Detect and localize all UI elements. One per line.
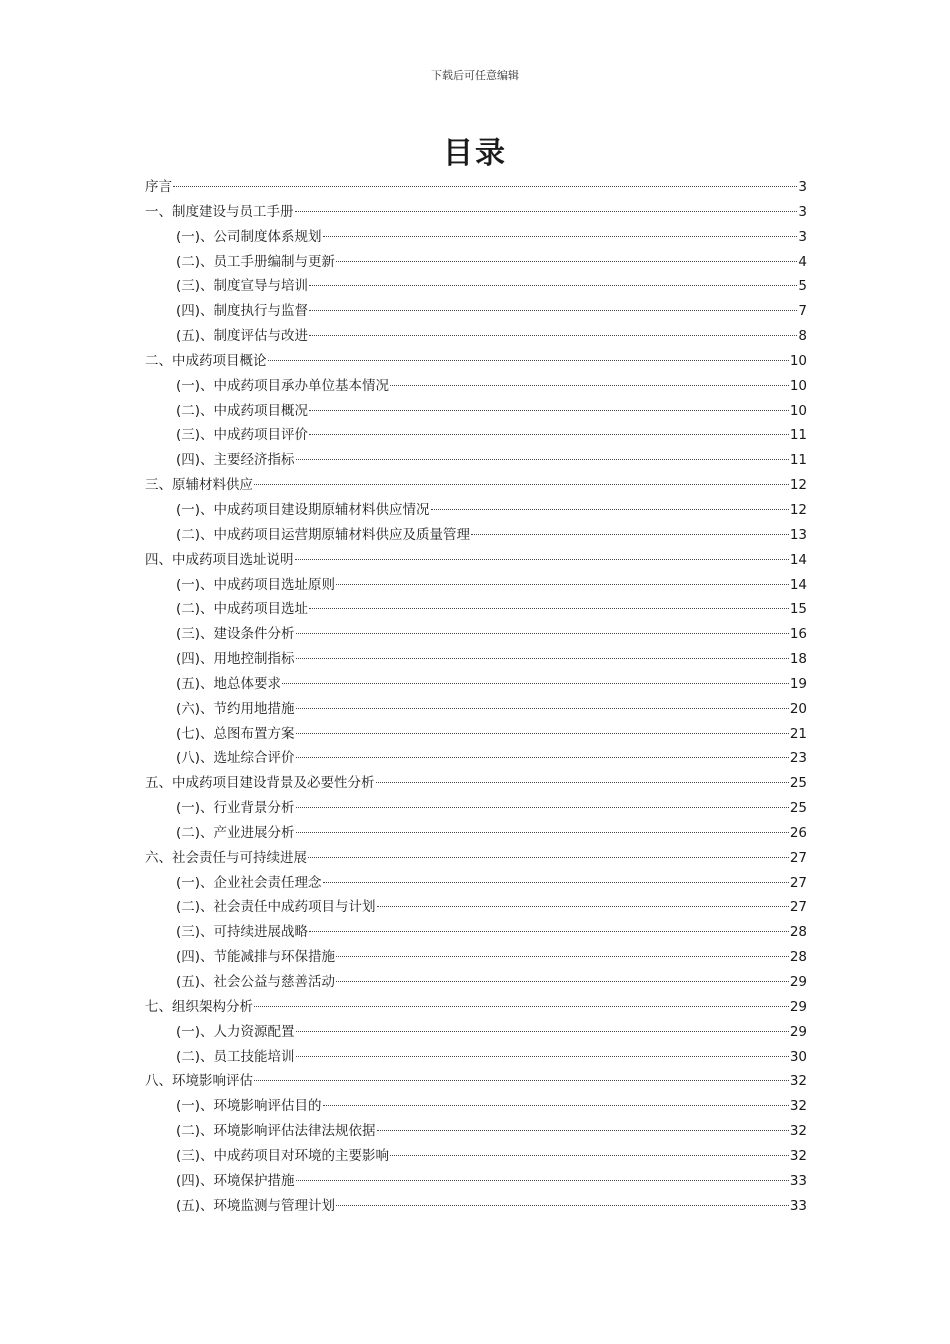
toc-entry[interactable] xyxy=(145,846,807,871)
toc-entry-label: (五)、制度评估与改进 xyxy=(176,328,309,345)
toc-leader-dots xyxy=(308,857,789,858)
toc-entry[interactable] xyxy=(145,324,807,349)
toc-entry[interactable] xyxy=(145,175,807,200)
toc-entry-label: (一)、中成药项目承办单位基本情况 xyxy=(176,377,390,394)
toc-entry[interactable] xyxy=(145,1194,807,1219)
toc-entry[interactable] xyxy=(145,225,807,250)
toc-entry-label: (二)、产业进展分析 xyxy=(176,824,295,841)
toc-leader-dots xyxy=(268,360,789,361)
toc-leader-dots xyxy=(376,782,789,783)
toc-entry-page-number: 25 xyxy=(789,800,807,817)
toc-entry-page-number: 16 xyxy=(789,626,807,643)
toc-entry[interactable] xyxy=(145,895,807,920)
toc-entry-page-number: 3 xyxy=(798,203,807,220)
toc-leader-dots xyxy=(296,1180,789,1181)
toc-leader-dots xyxy=(390,1155,789,1156)
toc-entry-page-number: 3 xyxy=(798,228,807,245)
toc-entry[interactable] xyxy=(145,548,807,573)
toc-entry[interactable] xyxy=(145,473,807,498)
toc-entry-page-number: 32 xyxy=(789,1123,807,1140)
toc-entry-page-number: 27 xyxy=(789,874,807,891)
toc-entry-page-number: 7 xyxy=(798,303,807,320)
toc-entry[interactable] xyxy=(145,920,807,945)
toc-entry[interactable] xyxy=(145,622,807,647)
toc-entry[interactable] xyxy=(145,349,807,374)
toc-entry-page-number: 11 xyxy=(789,452,807,469)
toc-entry-page-number: 3 xyxy=(798,179,807,195)
toc-leader-dots xyxy=(323,236,798,237)
toc-entry-page-number: 28 xyxy=(789,924,807,941)
toc-entry-page-number: 14 xyxy=(789,551,807,568)
toc-entry-label: (四)、用地控制指标 xyxy=(176,651,295,668)
toc-entry-label: 五、中成药项目建设背景及必要性分析 xyxy=(145,775,375,792)
toc-entry-label: (三)、制度宣导与培训 xyxy=(176,278,309,295)
toc-entry-label: 八、环境影响评估 xyxy=(145,1073,253,1090)
toc-entry[interactable] xyxy=(145,200,807,225)
toc-entry[interactable] xyxy=(145,399,807,424)
toc-entry[interactable] xyxy=(145,1119,807,1144)
toc-entry-page-number: 19 xyxy=(789,675,807,692)
toc-leader-dots xyxy=(336,981,789,982)
toc-entry-label: 七、组织架构分析 xyxy=(145,998,253,1015)
toc-leader-dots xyxy=(336,956,789,957)
toc-leader-dots xyxy=(296,832,789,833)
toc-leader-dots xyxy=(336,1205,789,1206)
toc-entry-page-number: 13 xyxy=(789,526,807,543)
toc-entry[interactable] xyxy=(145,1094,807,1119)
toc-leader-dots xyxy=(296,459,789,460)
toc-entry-page-number: 26 xyxy=(789,824,807,841)
toc-entry-page-number: 4 xyxy=(798,253,807,270)
toc-entry[interactable] xyxy=(145,374,807,399)
toc-entry-page-number: 5 xyxy=(798,278,807,295)
toc-entry[interactable] xyxy=(145,1144,807,1169)
toc-leader-dots xyxy=(336,261,797,262)
toc-entry-label: (二)、中成药项目选址 xyxy=(176,601,309,618)
toc-leader-dots xyxy=(336,584,789,585)
toc-entry-label: (一)、中成药项目建设期原辅材料供应情况 xyxy=(176,501,430,518)
toc-entry[interactable] xyxy=(145,821,807,846)
toc-leader-dots xyxy=(173,186,797,187)
toc-entry-page-number: 12 xyxy=(789,501,807,518)
toc-entry-page-number: 10 xyxy=(789,352,807,369)
toc-leader-dots xyxy=(323,882,789,883)
toc-entry-label: 六、社会责任与可持续进展 xyxy=(145,849,307,866)
toc-entry-label: (三)、中成药项目对环境的主要影响 xyxy=(176,1147,390,1164)
toc-entry-label: (二)、员工技能培训 xyxy=(176,1048,295,1065)
toc-entry[interactable] xyxy=(145,796,807,821)
toc-entry[interactable] xyxy=(145,1020,807,1045)
toc-entry-label: (一)、行业背景分析 xyxy=(176,800,295,817)
toc-leader-dots xyxy=(377,1130,789,1131)
toc-entry-page-number: 28 xyxy=(789,949,807,966)
toc-entry[interactable] xyxy=(145,771,807,796)
toc-entry-page-number: 12 xyxy=(789,477,807,494)
toc-entry[interactable] xyxy=(145,722,807,747)
toc-entry-page-number: 14 xyxy=(789,576,807,593)
toc-entry-page-number: 11 xyxy=(789,427,807,444)
toc-entry-label: (八)、选址综合评价 xyxy=(176,750,295,767)
toc-entry-page-number: 33 xyxy=(789,1172,807,1189)
toc-leader-dots xyxy=(296,633,789,634)
toc-leader-dots xyxy=(431,509,789,510)
toc-entry-page-number: 33 xyxy=(789,1197,807,1214)
toc-entry-label: 四、中成药项目选址说明 xyxy=(145,551,294,568)
toc-entry[interactable] xyxy=(145,299,807,324)
toc-leader-dots xyxy=(309,410,789,411)
toc-entry[interactable] xyxy=(145,945,807,970)
toc-entry-label: 一、制度建设与员工手册 xyxy=(145,203,294,220)
toc-entry-page-number: 25 xyxy=(789,775,807,792)
toc-entry-page-number: 10 xyxy=(789,377,807,394)
toc-entry-page-number: 8 xyxy=(798,328,807,345)
toc-entry-page-number: 30 xyxy=(789,1048,807,1065)
toc-entry-page-number: 29 xyxy=(789,998,807,1015)
toc-leader-dots xyxy=(282,683,789,684)
toc-leader-dots xyxy=(377,906,789,907)
toc-leader-dots xyxy=(254,1006,789,1007)
toc-leader-dots xyxy=(296,1056,789,1057)
toc-leader-dots xyxy=(323,1105,789,1106)
toc-entry-label: (二)、中成药项目概况 xyxy=(176,402,309,419)
toc-leader-dots xyxy=(296,708,789,709)
toc-entry-page-number: 32 xyxy=(789,1073,807,1090)
toc-entry-page-number: 23 xyxy=(789,750,807,767)
toc-entry-page-number: 29 xyxy=(789,974,807,990)
toc-leader-dots xyxy=(296,658,789,659)
toc-leader-dots xyxy=(254,1080,789,1081)
toc-entry-page-number: 29 xyxy=(789,1023,807,1040)
toc-entry[interactable] xyxy=(145,274,807,299)
toc-entry[interactable] xyxy=(145,423,807,448)
toc-entry-label: (六)、节约用地措施 xyxy=(176,700,295,717)
toc-leader-dots xyxy=(309,310,797,311)
toc-leader-dots xyxy=(309,931,789,932)
toc-entry-label: (四)、制度执行与监督 xyxy=(176,303,309,320)
toc-leader-dots xyxy=(471,534,789,535)
toc-entry-page-number: 10 xyxy=(789,402,807,419)
toc-entry-label: (五)、环境监测与管理计划 xyxy=(176,1197,336,1214)
toc-entry[interactable] xyxy=(145,1045,807,1070)
toc-leader-dots xyxy=(295,211,798,212)
toc-entry[interactable] xyxy=(145,597,807,622)
toc-entry-page-number: 27 xyxy=(789,899,807,916)
toc-entry[interactable] xyxy=(145,746,807,771)
toc-entry-label: (五)、地总体要求 xyxy=(176,675,282,692)
toc-entry[interactable] xyxy=(145,647,807,672)
toc-leader-dots xyxy=(390,385,789,386)
toc-entry-label: (三)、可持续进展战略 xyxy=(176,924,309,941)
toc-entry-page-number: 32 xyxy=(789,1098,807,1115)
toc-entry-label: (二)、中成药项目运营期原辅材料供应及质量管理 xyxy=(176,526,471,543)
toc-entry[interactable] xyxy=(145,498,807,523)
toc-entry-label: (二)、环境影响评估法律法规依据 xyxy=(176,1123,376,1140)
toc-entry[interactable] xyxy=(145,573,807,598)
toc-entry-label: (二)、员工手册编制与更新 xyxy=(176,253,336,270)
toc-entry[interactable] xyxy=(145,1169,807,1194)
toc-entry-label: (一)、企业社会责任理念 xyxy=(176,874,322,891)
toc-leader-dots xyxy=(309,335,797,336)
toc-entry-label: (四)、环境保护措施 xyxy=(176,1172,295,1189)
toc-entry[interactable] xyxy=(145,995,807,1020)
toc-entry[interactable] xyxy=(145,448,807,473)
toc-title: 目录 xyxy=(443,136,507,171)
toc-entry[interactable] xyxy=(145,672,807,697)
toc-entry-page-number: 15 xyxy=(789,601,807,618)
toc-entry[interactable] xyxy=(145,871,807,896)
toc-leader-dots xyxy=(295,559,789,560)
table-of-contents xyxy=(145,175,807,1218)
toc-entry-label: (七)、总图布置方案 xyxy=(176,725,295,742)
toc-entry[interactable] xyxy=(145,523,807,548)
toc-entry-label: (三)、建设条件分析 xyxy=(176,626,295,643)
toc-entry[interactable] xyxy=(145,250,807,275)
toc-entry[interactable] xyxy=(145,1069,807,1094)
toc-entry-label: 二、中成药项目概论 xyxy=(145,352,267,369)
toc-entry-label: (一)、公司制度体系规划 xyxy=(176,228,322,245)
toc-leader-dots xyxy=(309,434,789,435)
toc-entry-label: (四)、节能减排与环保措施 xyxy=(176,949,336,966)
toc-leader-dots xyxy=(296,733,789,734)
toc-entry-label: (五)、社会公益与慈善活动 xyxy=(176,974,336,990)
toc-entry-label: (一)、人力资源配置 xyxy=(176,1023,295,1040)
toc-entry[interactable] xyxy=(145,697,807,722)
toc-entry-label: (三)、中成药项目评价 xyxy=(176,427,309,444)
toc-leader-dots xyxy=(296,1031,789,1032)
toc-entry-label: 序言 xyxy=(145,179,172,195)
toc-entry-page-number: 32 xyxy=(789,1147,807,1164)
toc-entry-label: (一)、中成药项目选址原则 xyxy=(176,576,336,593)
toc-leader-dots xyxy=(254,484,789,485)
toc-entry-label: (一)、环境影响评估目的 xyxy=(176,1098,322,1115)
toc-entry-label: 三、原辅材料供应 xyxy=(145,477,253,494)
toc-entry[interactable] xyxy=(145,970,807,995)
header-note: 下载后可任意编辑 xyxy=(431,69,519,82)
toc-entry-label: (二)、社会责任中成药项目与计划 xyxy=(176,899,376,916)
toc-entry-page-number: 21 xyxy=(789,725,807,742)
toc-entry-page-number: 27 xyxy=(789,849,807,866)
toc-entry-label: (四)、主要经济指标 xyxy=(176,452,295,469)
toc-leader-dots xyxy=(309,608,789,609)
toc-entry-page-number: 18 xyxy=(789,651,807,668)
toc-leader-dots xyxy=(296,757,789,758)
toc-leader-dots xyxy=(309,285,797,286)
toc-entry-page-number: 20 xyxy=(789,700,807,717)
toc-leader-dots xyxy=(296,807,789,808)
